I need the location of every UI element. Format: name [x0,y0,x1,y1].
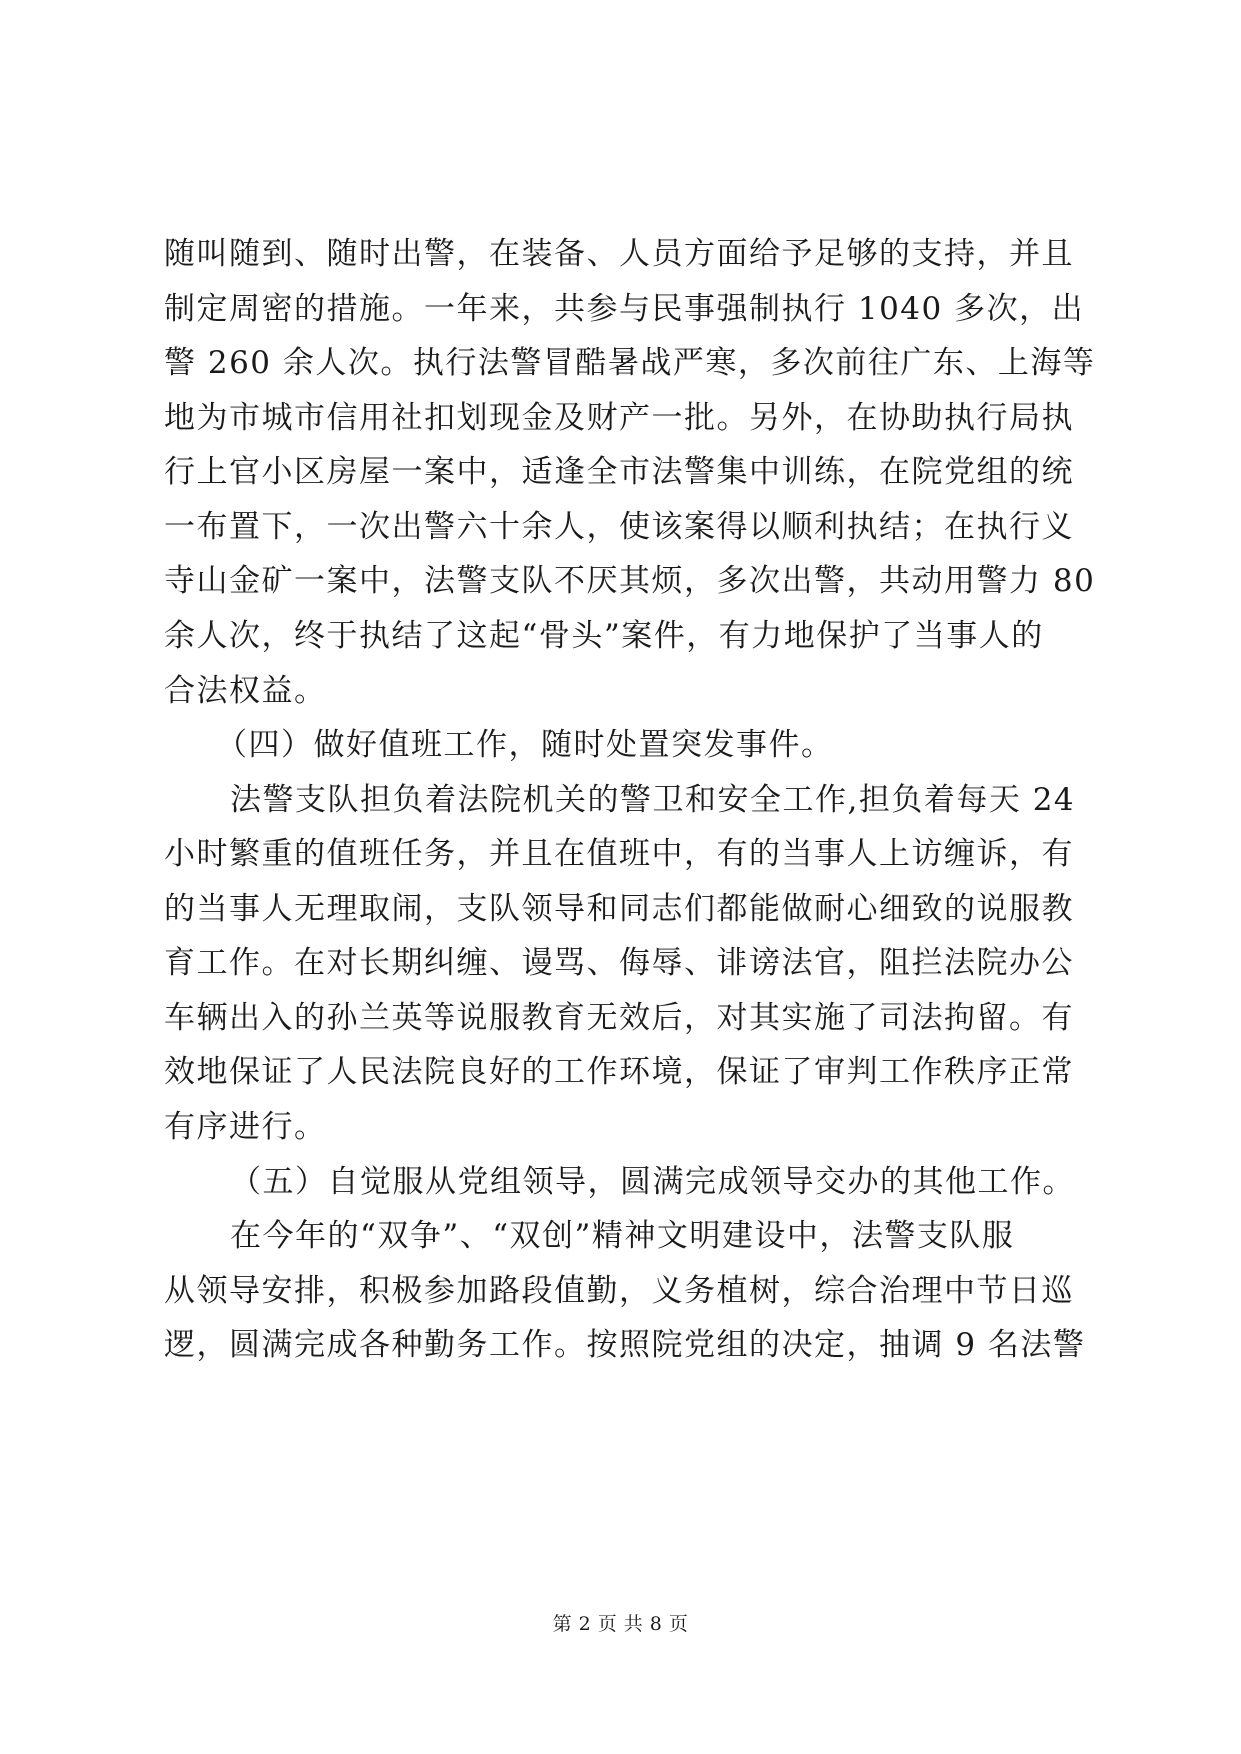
body-text-line: 制定周密的措施。一年来，共参与民事强制执行 1040 多次，出 [164,291,1085,327]
body-text-line: 地为市城市信用社扣划现金及财产一批。另外，在协助执行局执 [164,400,1074,436]
section-heading-5: （五）自觉服从党组领导，圆满完成领导交办的其他工作。 [230,1164,1075,1200]
body-text-line: 一布置下，一次出警六十余人，使该案得以顺利执结；在执行义 [164,509,1074,545]
page-number-footer: 第 2 页 共 8 页 [552,1613,689,1635]
body-text-line: 有序进行。 [164,1109,327,1145]
body-text-line: 效地保证了人民法院良好的工作环境，保证了审判工作秩序正常 [164,1054,1074,1090]
body-text-line: 车辆出入的孙兰英等说服教育无效后，对其实施了司法拘留。有 [164,1000,1074,1036]
body-text-line: 随叫随到、随时出警，在装备、人员方面给予足够的支持，并且 [164,236,1074,272]
section-heading-4: （四）做好值班工作，随时处置突发事件。 [216,727,834,763]
body-text-line: 寺山金矿一案中，法警支队不厌其烦，多次出警，共动用警力 80 [164,563,1096,599]
body-text-line: 小时繁重的值班任务，并且在值班中，有的当事人上访缠诉，有 [164,836,1074,872]
body-text-line: 逻，圆满完成各种勤务工作。按照院党组的决定，抽调 9 名法警 [164,1327,1086,1363]
body-text-line: 警 260 余人次。执行法警冒酷暑战严寒，多次前往广东、上海等 [164,345,1096,381]
body-text-line: 余人次，终于执结了这起“骨头”案件，有力地保护了当事人的 [164,618,1044,654]
body-text-line: 育工作。在对长期纠缠、谩骂、侮辱、诽谤法官，阻拦法院办公 [164,945,1074,981]
body-text-line: 从领导安排，积极参加路段值勤，义务植树，综合治理中节日巡 [164,1273,1074,1309]
paragraph-first-line: 法警支队担负着法院机关的警卫和安全工作,担负着每天 24 [230,782,1076,818]
body-text-line: 行上官小区房屋一案中，适逢全市法警集中训练，在院党组的统 [164,454,1074,490]
body-text-line: 合法权益。 [164,673,327,709]
body-text-line: 的当事人无理取闹，支队领导和同志们都能做耐心细致的说服教 [164,891,1074,927]
paragraph-first-line: 在今年的“双争”、“双创”精神文明建设中，法警支队服 [230,1218,1015,1254]
